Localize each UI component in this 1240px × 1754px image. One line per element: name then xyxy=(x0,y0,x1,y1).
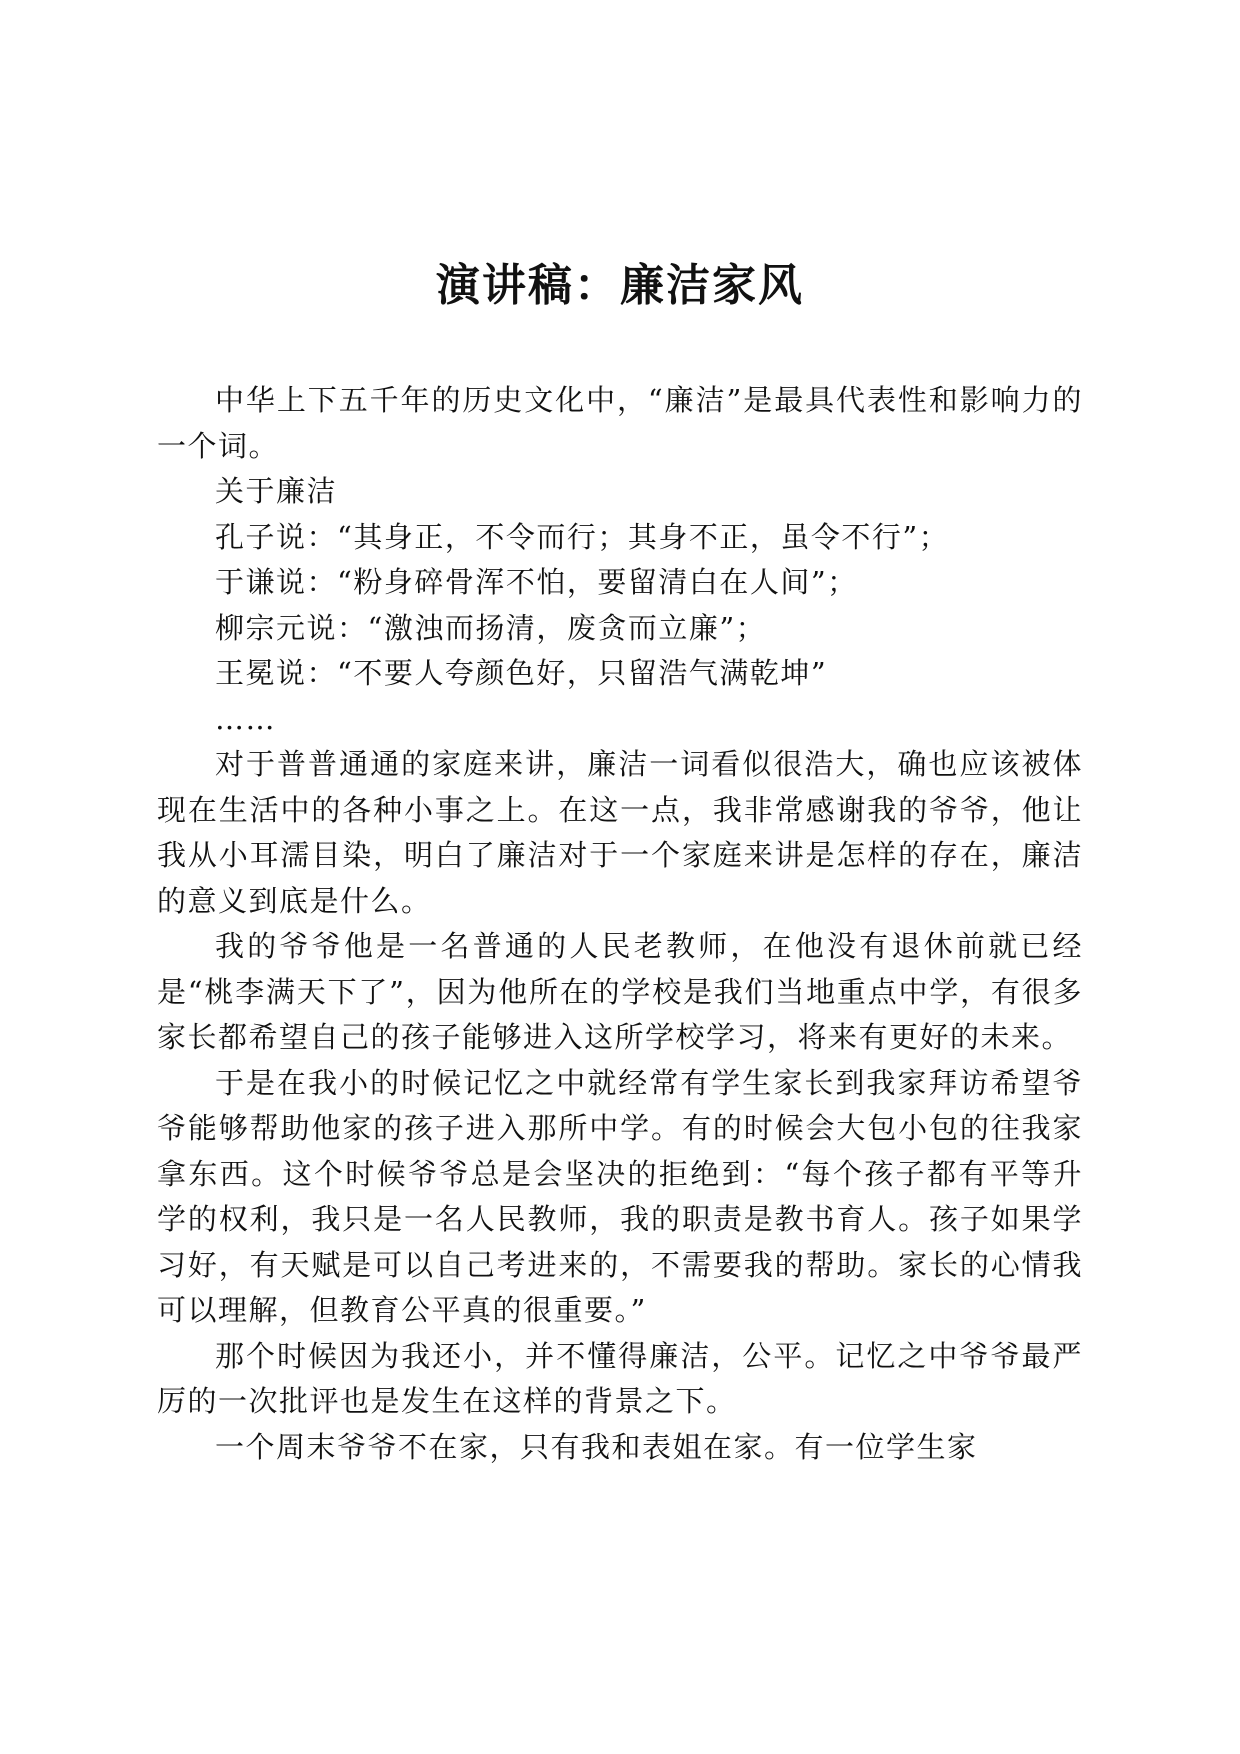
paragraph-family: 对于普普通通的家庭来讲，廉洁一词看似很浩大，确也应该被体现在生活中的各种小事之上。在这一点，我非常感谢我的爷爷，他让我从小耳濡目染，明白了廉洁对于一个家庭来讲是怎样的存在，廉洁的意义到底是什么。 xyxy=(157,747,1083,918)
quote-liu-zongyuan: 柳宗元说：“激浊而扬清，废贪而立廉”； xyxy=(215,610,767,645)
paragraph-memory: 于是在我小的时候记忆之中就经常有学生家长到我家拜访希望爷爷能够帮助他家的孩子进入那所中学。有的时候会大包小包的往我家拿东西。这个时候爷爷总是会坚决的拒绝到：“每个孩子都有平等升学的权利，我只是一名人民教师，我的职责是教书育人。孩子如果学习好，有天赋是可以自己考进来的，不需要我的帮助。家长的心情我可以理解，但教育公平真的很重要。” xyxy=(157,1065,1083,1327)
paragraph-intro: 中华上下五千年的历史文化中，“廉洁”是最具代表性和影响力的一个词。 xyxy=(157,383,1083,463)
quote-confucius: 孔子说：“其身正，不令而行；其身不正，虽令不行”； xyxy=(215,519,950,554)
ellipsis-line: …… xyxy=(215,701,276,736)
paragraph-grandfather: 我的爷爷他是一名普通的人民老教师，在他没有退休前就已经是“桃李满天下了”，因为他所在的学校是我们当地重点中学，有很多家长都希望自己的孩子能够进入这所学校学习，将来有更好的未来。 xyxy=(157,929,1083,1054)
paragraph-childhood: 那个时候因为我还小，并不懂得廉洁，公平。记忆之中爷爷最严厉的一次批评也是发生在这样的背景之下。 xyxy=(157,1338,1083,1418)
document-body xyxy=(157,378,1083,1470)
section-heading: 关于廉洁 xyxy=(215,474,338,508)
paragraph-weekend: 一个周末爷爷不在家，只有我和表姐在家。有一位学生家 xyxy=(215,1429,978,1464)
document-title: 演讲稿：廉洁家风 xyxy=(436,260,804,311)
quote-wang-mian: 王冕说：“不要人夸颜色好，只留浩气满乾坤” xyxy=(215,656,828,690)
quote-yu-qian: 于谦说：“粉身碎骨浑不怕，要留清白在人间”； xyxy=(215,565,858,599)
